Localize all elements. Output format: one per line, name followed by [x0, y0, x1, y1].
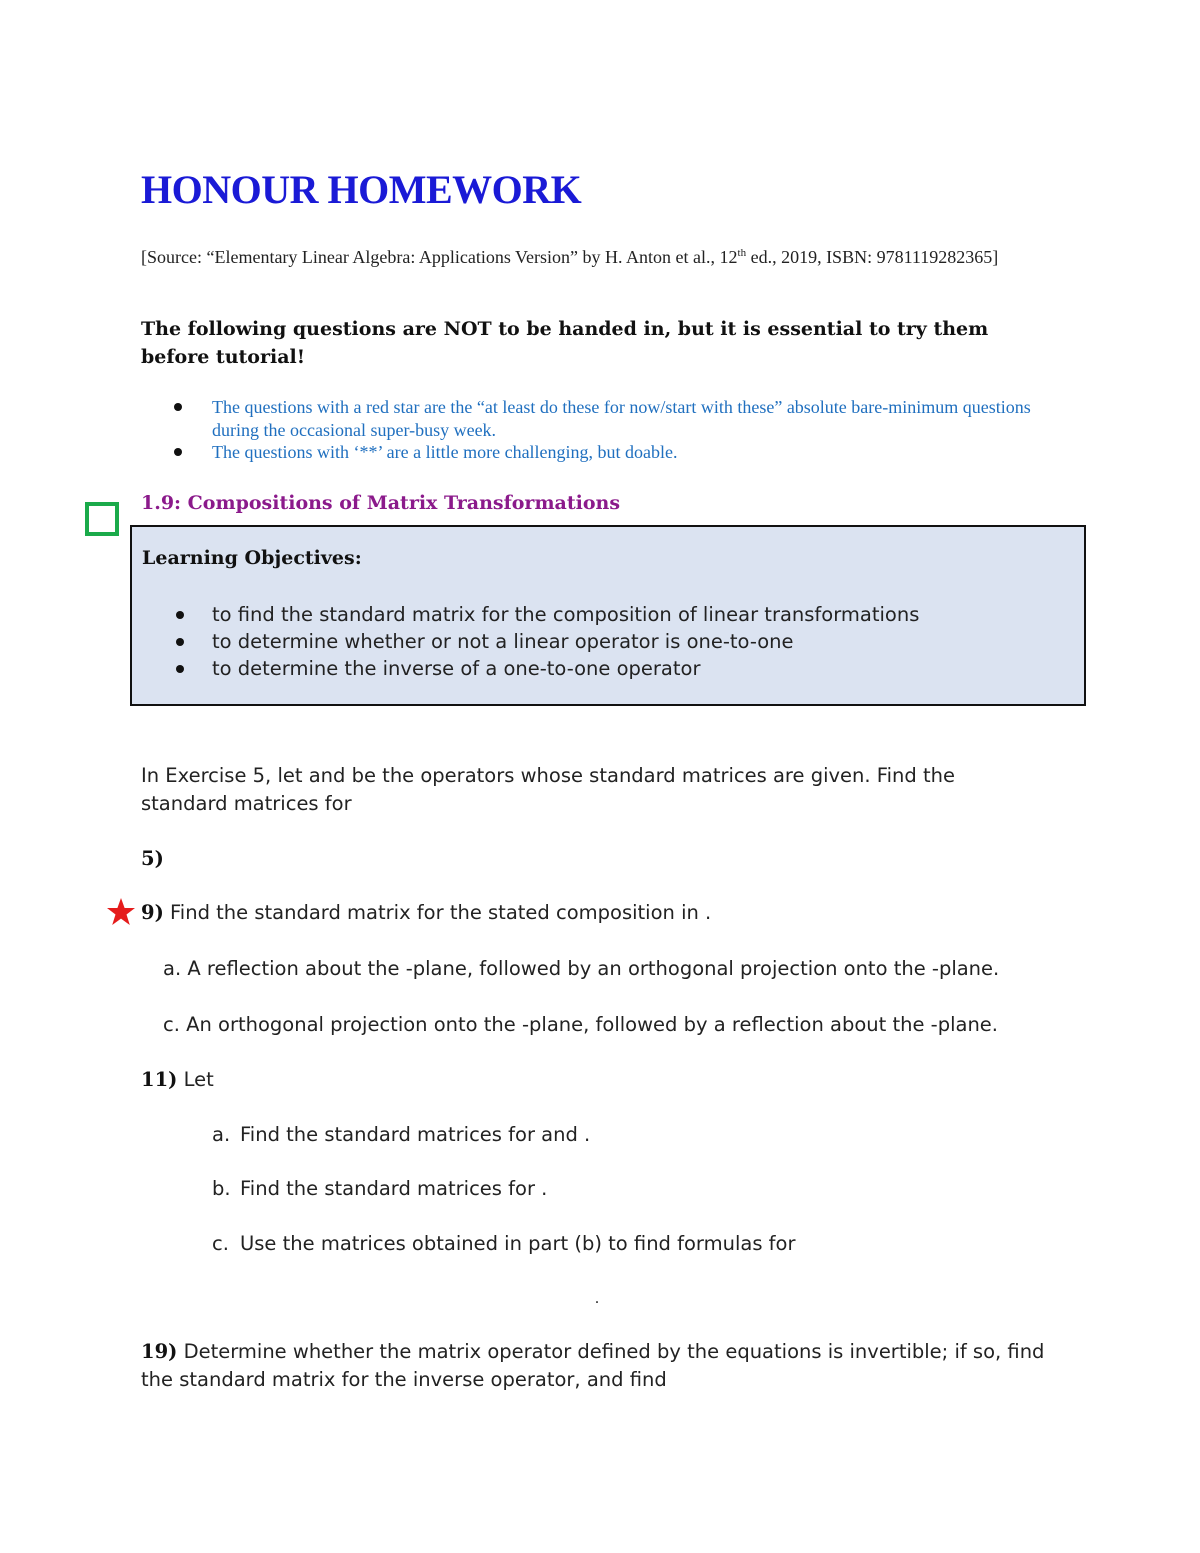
question-number: 9) [141, 901, 164, 924]
question-text: Determine whether the matrix operator defined by the equations is invertible; if so, find the standard matrix for the inverse operator, and find [141, 1340, 1045, 1391]
question-9a [163, 955, 999, 983]
objectives-heading: Learning Objectives: [142, 547, 362, 569]
notice-text: The following questions are NOT to be handed in, but it is essential to try them before tutorial! [141, 318, 989, 368]
question-number: 19) [141, 1340, 178, 1363]
bullet-icon [174, 448, 182, 456]
sub-text: Find the standard matrices for and . [240, 1123, 591, 1146]
question-9 [141, 899, 711, 927]
bullet-icon [176, 611, 184, 619]
learning-objectives-box [130, 525, 1086, 706]
sub-label: c. [163, 1013, 180, 1036]
note-text: The questions with ‘**’ are a little more challenging, but doable. [212, 442, 678, 462]
objective-text: to find the standard matrix for the composition of linear transformations [212, 603, 920, 626]
objective-text: to determine the inverse of a one-to-one operator [212, 657, 701, 680]
objective-item [176, 628, 1056, 655]
question-11a [212, 1121, 590, 1149]
objective-text: to determine whether or not a linear operator is one-to-one [212, 630, 794, 653]
question-5 [141, 845, 164, 873]
sub-text: A reflection about the -plane, followed by an orthogonal projection onto the -plane. [187, 957, 1000, 980]
bullet-icon [174, 403, 182, 411]
exercise-5-intro: In Exercise 5, let and be the operators whose standard matrices are given. Find the standard matrices for [141, 764, 955, 815]
question-11b [212, 1175, 547, 1203]
question-text: Let [177, 1068, 214, 1091]
sub-label: c. [212, 1232, 229, 1255]
sub-label: a. [212, 1123, 231, 1146]
note-item [174, 441, 1054, 464]
source-citation [141, 240, 1021, 270]
sub-text: Use the matrices obtained in part (b) to find formulas for [240, 1232, 796, 1255]
red-star-icon [106, 897, 136, 927]
sub-label: a. [163, 957, 182, 980]
objective-item [176, 601, 1056, 628]
question-9c [163, 1011, 998, 1039]
source-text: [Source: “Elementary Linear Algebra: Applications Version” by H. Anton et al., 12 [141, 247, 738, 267]
note-text: The questions with a red star are the “at least do these for now/start with these” absolute bare-minimum questions during the occasional super-busy week. [212, 397, 1031, 440]
source-text-end: ed., 2019, ISBN: 9781119282365] [746, 247, 999, 267]
question-11 [141, 1066, 214, 1094]
checkbox-icon[interactable] [85, 502, 119, 536]
question-number: 5) [141, 847, 164, 870]
objectives-list [176, 601, 1056, 682]
note-item [174, 396, 1054, 441]
bullet-icon [176, 665, 184, 673]
sub-text: Find the standard matrices for . [240, 1177, 548, 1200]
objective-item [176, 655, 1056, 682]
question-number: 11) [141, 1068, 178, 1091]
question-text: Find the standard matrix for the stated composition in . [163, 901, 712, 924]
question-11c [212, 1230, 796, 1258]
source-superscript: th [737, 247, 747, 259]
section-title: 1.9: Compositions of Matrix Transformations [141, 492, 621, 514]
sub-label: b. [212, 1177, 231, 1200]
question-19 [141, 1338, 1061, 1394]
sub-text: An orthogonal projection onto the -plane, followed by a reflection about the -plane. [186, 1013, 999, 1036]
notes-list [174, 396, 1054, 464]
trailing-period: . [595, 1290, 599, 1307]
bullet-icon [176, 638, 184, 646]
page-title: HONOUR HOMEWORK [141, 167, 582, 212]
